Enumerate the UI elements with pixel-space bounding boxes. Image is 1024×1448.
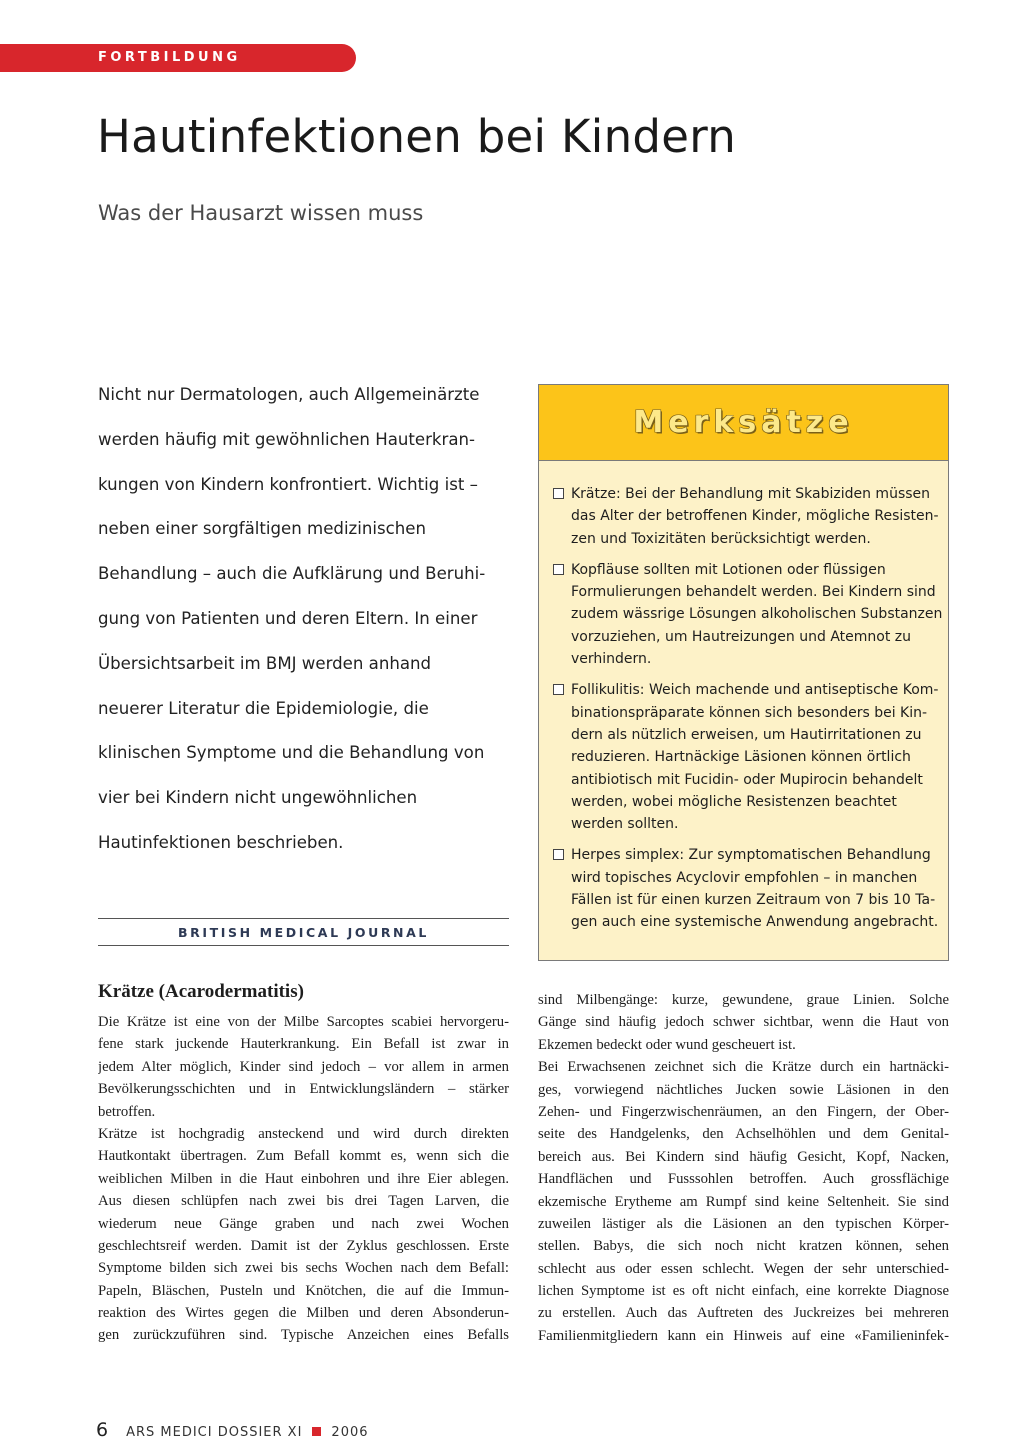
merksatz-line: gen auch eine systemische Anwendung angebracht. (571, 914, 939, 931)
body-line: Handflächen und Fusssohlen betroffen. Auch grossflächige (538, 1171, 949, 1188)
body-line: bereich aus. Bei Kindern sind häufig Gesicht, Kopf, Nacken, (538, 1148, 949, 1165)
page-footer (96, 1419, 369, 1443)
body-line: wiederum neue Gänge graben und nach zwei Wochen (98, 1215, 509, 1232)
source-line (98, 918, 509, 946)
body-line: ges, vorwiegend nächtliches Jucken sowie Läsionen in den (538, 1081, 949, 1098)
body-column-left (98, 1011, 509, 1347)
lead-line: werden häufig mit gewöhnlichen Hauterkran- (98, 429, 476, 449)
square-bullet-icon (312, 1427, 321, 1436)
merksatz-line: Fällen ist für einen kurzen Zeitraum von 7 bis 10 Ta- (571, 892, 936, 909)
merksaetze-heading: Merksätze (633, 405, 854, 440)
merksaetze-list (553, 483, 943, 943)
merksatz-line: dern als nützlich erweisen, um Hautirritationen zu (571, 726, 922, 743)
body-line: geschlechtsreif werden. Damit ist der Zyklus geschlossen. Erste (98, 1237, 509, 1254)
merksaetze-box (538, 384, 949, 961)
merksatz-line: werden, wobei mögliche Resistenzen beachtet (571, 793, 897, 810)
merksatz-line: verhindern. (571, 651, 652, 668)
merksatz-line: Krätze: Bei der Behandlung mit Skabiziden müssen (571, 486, 931, 502)
body-line: betroffen. (98, 1103, 156, 1120)
merksatz-item (553, 679, 940, 835)
body-column-right (538, 989, 949, 1347)
body-line: Symptome bilden sich zwei bis sechs Wochen nach dem Befall: (98, 1260, 509, 1277)
merksatz-line: Herpes simplex: Zur symptomatischen Behandlung (571, 847, 931, 864)
body-line: ekzemische Erytheme am Rumpf sind keine Seltenheit. Sie sind (538, 1193, 949, 1210)
body-line: zu erstellen. Auch das Auftreten des Juckreizes bei mehreren (538, 1305, 949, 1322)
merksatz-item (553, 559, 943, 670)
body-line: zuweilen lästiger als die Läsionen an den typischen Körper- (538, 1215, 949, 1232)
body-line: Bei Erwachsenen zeichnet sich die Krätze durch ein hartnäcki- (538, 1059, 949, 1076)
section-heading: Krätze (Acarodermatitis) (98, 981, 304, 1002)
lead-line: gung von Patienten und deren Eltern. In einer (98, 608, 478, 628)
body-line: Bevölkerungsschichten und in Entwicklungsländern – stärker (98, 1081, 509, 1098)
body-line: sind Milbengänge: kurze, gewundene, graue Linien. Solche (538, 992, 949, 1008)
merksatz-line: Kopfläuse sollten mit Lotionen oder flüssigen (571, 561, 886, 578)
article-subtitle: Was der Hausarzt wissen muss (98, 201, 424, 225)
body-line: weiblichen Milben in die Haut einbohren und ihre Eier ablegen. (98, 1170, 509, 1187)
merksatz-line: zen und Toxizitäten berücksichtigt werden. (571, 530, 871, 547)
merksatz-line: vorzuziehen, um Hautreizungen und Atemnot zu (571, 628, 911, 645)
merksatz-line: reduzieren. Hartnäckige Läsionen können örtlich (571, 749, 911, 766)
section-label: FORTBILDUNG (98, 50, 241, 65)
body-line: lichen Symptome ist es oft nicht einfach, eine korrekte Diagnose (538, 1283, 949, 1300)
merksatz-line: das Alter der betroffenen Kinder, mögliche Resisten- (571, 508, 939, 525)
checkbox-bullet-icon (553, 564, 564, 575)
merksatz-line: wird topisches Acyclovir empfohlen – in manchen (571, 869, 918, 886)
merksatz-line: Follikulitis: Weich machende und antiseptische Kom- (571, 682, 939, 699)
lead-line: neben einer sorgfältigen medizinischen (98, 519, 427, 539)
article-title: Hautinfektionen bei Kindern (97, 110, 737, 163)
lead-line: Übersichtsarbeit im BMJ werden anhand (98, 653, 432, 673)
checkbox-bullet-icon (553, 849, 564, 860)
lead-paragraph (98, 373, 518, 866)
merksatz-line: binationspräparate können sich besonders bei Kin- (571, 704, 928, 721)
lead-line: klinischen Symptome und die Behandlung von (98, 743, 485, 763)
lead-line: kungen von Kindern konfrontiert. Wichtig ist – (98, 474, 478, 494)
merksatz-item (553, 844, 940, 933)
body-line: stellen. Babys, die sich noch nicht kratzen können, sehen (538, 1238, 949, 1255)
merksatz-line: antibiotisch mit Fucidin- oder Mupirocin behandelt (571, 771, 923, 788)
body-line: schlecht aus oder essen schlecht. Wegen der sehr unterschied- (538, 1260, 949, 1277)
merksatz-item (553, 483, 940, 550)
body-line: gen zurückzuführen sind. Typische Anzeichen eines Befalls (98, 1327, 509, 1344)
body-line: Papeln, Bläschen, Pusteln und Knötchen, die auf die Immun- (98, 1282, 509, 1299)
lead-line: Nicht nur Dermatologen, auch Allgemeinärzte (98, 385, 480, 404)
body-line: Aus diesen schlüpfen nach zwei bis drei Tagen Larven, die (98, 1193, 509, 1210)
page-number: 6 (96, 1419, 109, 1441)
checkbox-bullet-icon (553, 684, 564, 695)
section-tab (0, 44, 356, 72)
checkbox-bullet-icon (553, 488, 564, 499)
body-line: jedem Alter möglich, Kinder sind jedoch – vor allem in armen (98, 1058, 509, 1075)
lead-line: Hautinfektionen beschrieben. (98, 832, 344, 852)
body-line: Zehen- und Fingerzwischenräumen, an den Fingern, der Ober- (538, 1103, 949, 1120)
merksatz-line: werden sollten. (571, 816, 679, 833)
body-line: Hautkontakt übertragen. Zum Befall kommt es, wenn sich die (98, 1148, 509, 1165)
body-line: Familienmitgliedern kann ein Hinweis auf eine «Familieninfek- (538, 1327, 949, 1344)
source-label: BRITISH MEDICAL JOURNAL (178, 925, 429, 940)
lead-line: vier bei Kindern nicht ungewöhnlichen (98, 788, 418, 808)
merksatz-line: zudem wässrige Lösungen alkoholischen Substanzen (571, 606, 943, 623)
merksatz-line: Formulierungen behandelt werden. Bei Kindern sind (571, 584, 936, 601)
body-line: Die Krätze ist eine von der Milbe Sarcoptes scabiei hervorgeru- (98, 1014, 509, 1030)
issue-year: 2006 (331, 1425, 369, 1440)
body-line: reaktion des Wirtes gegen die Milben und deren Absonderun- (98, 1305, 509, 1322)
lead-line: Behandlung – auch die Aufklärung und Beruhi- (98, 564, 486, 584)
body-line: Ekzemen bedeckt oder wund gescheuert ist. (538, 1036, 796, 1053)
magazine-name: ARS MEDICI DOSSIER XI (126, 1425, 303, 1440)
lead-line: neuerer Literatur die Epidemiologie, die (98, 698, 429, 718)
merksaetze-header (539, 385, 948, 461)
body-line: fene stark juckende Hauterkrankung. Ein Befall ist zwar in (98, 1036, 509, 1053)
body-line: Gänge sind häufig jedoch schwer sichtbar, wenn die Haut von (538, 1014, 949, 1031)
body-line: Krätze ist hochgradig ansteckend und wird durch direkten (98, 1125, 509, 1142)
body-line: seite des Handgelenks, den Achselhöhlen und dem Genital- (538, 1126, 949, 1143)
